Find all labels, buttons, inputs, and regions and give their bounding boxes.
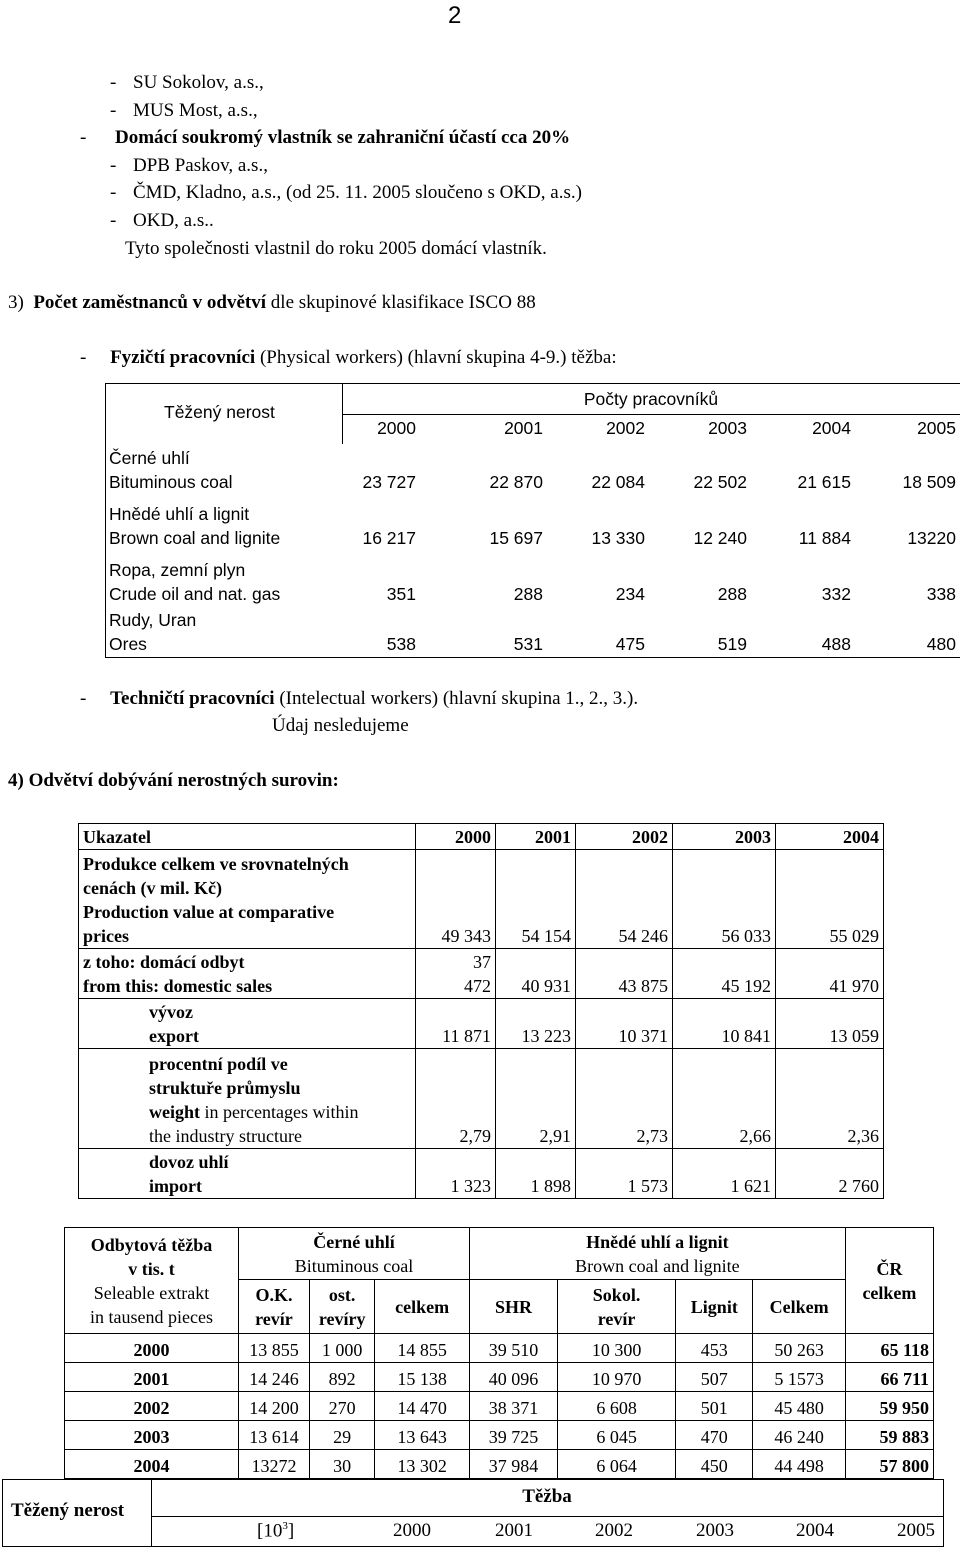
label-line: Produkce celkem ve srovnatelných xyxy=(83,854,349,874)
label-line xyxy=(149,1100,411,1124)
unit-end: ] xyxy=(287,1520,295,1542)
label-line: Production value at comparative xyxy=(83,902,335,922)
table-row xyxy=(65,1421,934,1450)
owners-note: Tyto společnosti vlastnil do roku 2005 domácí vlastník. xyxy=(125,238,547,259)
sales-value: 450 xyxy=(676,1450,753,1479)
cell-value: 1 323 xyxy=(416,1149,496,1199)
sales-value: 453 xyxy=(676,1334,753,1363)
worker-count: 288 xyxy=(717,584,747,604)
worker-count: 15 697 xyxy=(489,528,543,548)
row-production-label xyxy=(79,850,416,949)
sub-line: Sokol. xyxy=(592,1284,641,1305)
section-4-heading: 4) Odvětví dobývání nerostných surovin: xyxy=(8,770,339,791)
label-line: the industry structure xyxy=(149,1126,302,1146)
worker-count: 22 084 xyxy=(591,472,645,492)
year-header: 2001 xyxy=(495,1520,533,1541)
cell-value: 45 192 xyxy=(673,949,776,999)
sub-line: ost. xyxy=(328,1284,356,1305)
worker-count: 234 xyxy=(615,584,645,604)
owner-text: MUS Most, a.s., xyxy=(133,99,258,121)
sales-value: 501 xyxy=(676,1392,753,1421)
year-cell: 2001 xyxy=(65,1363,239,1392)
sales-value: 6 608 xyxy=(558,1392,676,1421)
worker-count: 538 xyxy=(386,634,416,654)
year-header: 2005 xyxy=(897,1520,935,1541)
owner-item xyxy=(110,210,214,233)
owner-item xyxy=(110,72,264,95)
dash: - xyxy=(80,688,111,709)
sub-line: revíry xyxy=(318,1308,366,1329)
worker-count: 480 xyxy=(926,634,956,654)
worker-count: 18 509 xyxy=(902,472,956,492)
sales-value: 270 xyxy=(309,1392,375,1421)
table-row xyxy=(65,1334,934,1363)
physical-bold: Fyzičtí pracovníci xyxy=(110,347,256,368)
sub-header-celkem: celkem xyxy=(375,1280,470,1334)
weight-rest: in percentages within xyxy=(200,1102,359,1122)
worker-count: 475 xyxy=(615,634,645,654)
cell-value: 54 154 xyxy=(496,850,576,949)
year-header: 2005 xyxy=(917,418,956,438)
cr-total-value: 66 711 xyxy=(845,1363,933,1392)
table-row xyxy=(65,1363,934,1392)
sales-value: 44 498 xyxy=(753,1450,845,1479)
sales-value: 45 480 xyxy=(753,1392,845,1421)
black-coal-header xyxy=(239,1228,470,1280)
mineral-name-cz: Rudy, Uran xyxy=(109,610,197,630)
row-export-label xyxy=(79,999,416,1049)
sub-line: revír xyxy=(255,1308,293,1329)
technical-note: Údaj nesledujeme xyxy=(272,715,409,736)
header-line: celkem xyxy=(862,1282,917,1303)
cell-value: 13 059 xyxy=(776,999,884,1049)
physical-workers-line xyxy=(80,347,617,370)
sales-value: 14 246 xyxy=(239,1363,310,1392)
label-line: procentní podíl ve xyxy=(149,1054,288,1074)
sales-value: 10 970 xyxy=(558,1363,676,1392)
brown-coal-header xyxy=(469,1228,845,1280)
cr-total-header xyxy=(845,1228,933,1334)
mineral-name-en: Ores xyxy=(109,634,147,654)
label-line: export xyxy=(149,1026,199,1046)
year-header: 2003 xyxy=(708,418,747,438)
cr-total-value: 59 950 xyxy=(845,1392,933,1421)
label-line: struktuře průmyslu xyxy=(149,1078,301,1098)
technical-workers-line xyxy=(80,688,638,711)
dash: - xyxy=(110,209,117,231)
workers-col-header: Těžený nerost xyxy=(164,402,275,422)
header-line: Bituminous coal xyxy=(294,1255,414,1276)
value-line: 37 xyxy=(473,952,491,972)
cell-value: 2,91 xyxy=(496,1049,576,1149)
corner-line: in tausend pieces xyxy=(90,1306,213,1327)
sales-value: 39 725 xyxy=(469,1421,557,1450)
owner-text: Domácí soukromý vlastník se zahraniční účastí cca 20% xyxy=(115,127,571,148)
section-3-heading xyxy=(8,292,536,315)
sales-value: 13 302 xyxy=(375,1450,470,1479)
cell-value: 40 931 xyxy=(496,949,576,999)
weight-word: weight xyxy=(149,1102,200,1122)
sales-value: 30 xyxy=(309,1450,375,1479)
sales-value: 13 643 xyxy=(375,1421,470,1450)
sales-value: 15 138 xyxy=(375,1363,470,1392)
label-line: z toho: domácí odbyt xyxy=(83,952,245,972)
cell-value: 13 223 xyxy=(496,999,576,1049)
owner-text: DPB Paskov, a.s., xyxy=(133,154,268,176)
year-cell: 2000 xyxy=(65,1334,239,1363)
owner-text: OKD, a.s.. xyxy=(133,209,214,231)
year-header: 2000 xyxy=(377,418,416,438)
sales-table xyxy=(64,1227,934,1479)
mineral-name-en: Bituminous coal xyxy=(109,472,233,492)
owner-text: SU Sokolov, a.s., xyxy=(133,72,264,93)
cr-total-value: 57 800 xyxy=(845,1450,933,1479)
cell-value: 55 029 xyxy=(776,850,884,949)
physical-rest: (Physical workers) (hlavní skupina 4-9.) těžba: xyxy=(255,347,617,368)
year-header: 2004 xyxy=(796,1520,834,1541)
mineral-name-en: Brown coal and lignite xyxy=(109,528,281,548)
year-header: 2004 xyxy=(812,418,851,438)
cell-value: 2 760 xyxy=(776,1149,884,1199)
worker-count: 351 xyxy=(386,584,416,604)
section-3-number: 3) xyxy=(8,292,24,313)
header-line: Hnědé uhlí a lignit xyxy=(586,1231,729,1252)
worker-count: 12 240 xyxy=(693,528,747,548)
header-ukazatel: Ukazatel xyxy=(79,824,416,850)
sub-header-celkem2: Celkem xyxy=(753,1280,845,1334)
label-line: dovoz uhlí xyxy=(149,1152,229,1172)
cell-value: 11 871 xyxy=(416,999,496,1049)
corner-line: v tis. t xyxy=(128,1258,175,1279)
section-3-rest: dle skupinové klasifikace ISCO 88 xyxy=(266,292,536,313)
header-year: 2004 xyxy=(776,824,884,850)
sales-value: 13 855 xyxy=(239,1334,310,1363)
sales-value: 14 470 xyxy=(375,1392,470,1421)
mineral-name-cz: Černé uhlí xyxy=(109,448,190,468)
cell-value: 2,73 xyxy=(576,1049,673,1149)
cell-value: 56 033 xyxy=(673,850,776,949)
worker-count: 22 870 xyxy=(489,472,543,492)
workers-group-header: Počty pracovníků xyxy=(583,389,719,409)
page-number: 2 xyxy=(448,2,462,29)
cell-value: 43 875 xyxy=(576,949,673,999)
sales-corner xyxy=(65,1228,239,1334)
label-line: vývoz xyxy=(149,1002,193,1022)
mining-col-header: Těžený nerost xyxy=(11,1500,125,1521)
sales-value: 13272 xyxy=(239,1450,310,1479)
year-header: 2003 xyxy=(696,1520,734,1541)
cell-value: 41 970 xyxy=(776,949,884,999)
mineral-name-cz: Hnědé uhlí a lignit xyxy=(109,504,250,524)
worker-count: 13220 xyxy=(907,528,956,548)
header-year: 2000 xyxy=(416,824,496,850)
sales-value: 38 371 xyxy=(469,1392,557,1421)
dash: - xyxy=(110,99,117,121)
cr-total-value: 65 118 xyxy=(845,1334,933,1363)
worker-count: 21 615 xyxy=(797,472,851,492)
worker-count: 519 xyxy=(717,634,747,654)
sales-value: 10 300 xyxy=(558,1334,676,1363)
cell-value: 1 573 xyxy=(576,1149,673,1199)
worker-count: 288 xyxy=(513,584,543,604)
year-header: 2001 xyxy=(504,418,543,438)
sub-header-sokol xyxy=(558,1280,676,1334)
worker-count: 16 217 xyxy=(362,528,416,548)
header-year: 2003 xyxy=(673,824,776,850)
sales-value: 6 045 xyxy=(558,1421,676,1450)
worker-count: 11 884 xyxy=(798,528,851,548)
mining-table xyxy=(2,1479,944,1547)
year-header: 2002 xyxy=(595,1520,633,1541)
sales-value: 892 xyxy=(309,1363,375,1392)
mineral-name-en: Crude oil and nat. gas xyxy=(109,584,281,604)
year-header: 2000 xyxy=(393,1520,431,1541)
owner-text: ČMD, Kladno, a.s., (od 25. 11. 2005 sloučeno s OKD, a.s.) xyxy=(133,182,582,203)
dash: - xyxy=(110,72,117,93)
sub-header-ost xyxy=(309,1280,375,1334)
mineral-name-cz: Ropa, zemní plyn xyxy=(109,560,246,580)
header-year: 2002 xyxy=(576,824,673,850)
sales-value: 1 000 xyxy=(309,1334,375,1363)
cell-value: 1 621 xyxy=(673,1149,776,1199)
value-line: 472 xyxy=(464,976,491,996)
owner-item xyxy=(80,127,570,150)
row-domestic-label xyxy=(79,949,416,999)
corner-line: Seleable extrakt xyxy=(93,1282,210,1303)
worker-count: 22 502 xyxy=(693,472,747,492)
year-header: 2002 xyxy=(606,418,645,438)
row-weight-label xyxy=(79,1049,416,1149)
corner-line: Odbytová těžba xyxy=(90,1234,213,1255)
header-line: Černé uhlí xyxy=(313,1231,395,1252)
cr-total-value: 59 883 xyxy=(845,1421,933,1450)
sales-value: 5 1573 xyxy=(753,1363,845,1392)
unit-exp: 3 xyxy=(282,1520,288,1532)
indicator-table xyxy=(78,823,884,1199)
header-line: ČR xyxy=(876,1258,903,1279)
sales-value: 39 510 xyxy=(469,1334,557,1363)
sub-header-lignit: Lignit xyxy=(676,1280,753,1334)
unit-base: [10 xyxy=(257,1520,283,1542)
cell-value: 10 841 xyxy=(673,999,776,1049)
cell-value xyxy=(416,949,496,999)
sub-header-shr: SHR xyxy=(469,1280,557,1334)
sales-value: 507 xyxy=(676,1363,753,1392)
year-cell: 2003 xyxy=(65,1421,239,1450)
cell-value: 2,66 xyxy=(673,1049,776,1149)
worker-count: 23 727 xyxy=(362,472,416,492)
sales-value: 14 855 xyxy=(375,1334,470,1363)
cell-value: 49 343 xyxy=(416,850,496,949)
sales-value: 50 263 xyxy=(753,1334,845,1363)
dash: - xyxy=(110,182,117,203)
sales-value: 6 064 xyxy=(558,1450,676,1479)
sales-value: 14 200 xyxy=(239,1392,310,1421)
row-import-label xyxy=(79,1149,416,1199)
year-cell: 2004 xyxy=(65,1450,239,1479)
sales-value: 29 xyxy=(309,1421,375,1450)
worker-count: 332 xyxy=(821,584,851,604)
cell-value: 2,79 xyxy=(416,1049,496,1149)
label-line: import xyxy=(149,1176,202,1196)
workers-table xyxy=(105,383,960,658)
label-line: from this: domestic sales xyxy=(83,976,273,996)
sales-value: 13 614 xyxy=(239,1421,310,1450)
header-line: Brown coal and lignite xyxy=(575,1255,740,1276)
dash: - xyxy=(80,127,87,148)
worker-count: 488 xyxy=(821,634,851,654)
sub-header-ok xyxy=(239,1280,310,1334)
sales-value: 40 096 xyxy=(469,1363,557,1392)
worker-count: 338 xyxy=(926,584,956,604)
sales-value: 37 984 xyxy=(469,1450,557,1479)
technical-bold: Techničtí pracovníci xyxy=(110,688,275,709)
worker-count: 13 330 xyxy=(591,528,645,548)
table-row xyxy=(65,1450,934,1479)
owner-item xyxy=(110,100,258,123)
label-line: prices xyxy=(83,926,129,946)
owner-item xyxy=(110,155,268,178)
technical-rest: (Intelectual workers) (hlavní skupina 1., 2., 3.). xyxy=(274,688,639,709)
worker-count: 531 xyxy=(513,634,543,654)
header-year: 2001 xyxy=(496,824,576,850)
cell-value: 54 246 xyxy=(576,850,673,949)
mining-group-header: Těžba xyxy=(522,1486,572,1507)
cell-value: 2,36 xyxy=(776,1049,884,1149)
sub-line: revír xyxy=(597,1308,636,1329)
section-3-bold: Počet zaměstnanců v odvětví xyxy=(33,292,267,313)
mining-unit xyxy=(257,1520,294,1543)
label-line: cenách (v mil. Kč) xyxy=(83,878,222,898)
sales-value: 46 240 xyxy=(753,1421,845,1450)
owner-item xyxy=(110,182,582,205)
year-cell: 2002 xyxy=(65,1392,239,1421)
sales-value: 470 xyxy=(676,1421,753,1450)
table-row xyxy=(65,1392,934,1421)
dash: - xyxy=(110,154,117,176)
dash: - xyxy=(80,347,111,368)
cell-value: 10 371 xyxy=(576,999,673,1049)
sub-line: O.K. xyxy=(255,1284,293,1305)
cell-value: 1 898 xyxy=(496,1149,576,1199)
